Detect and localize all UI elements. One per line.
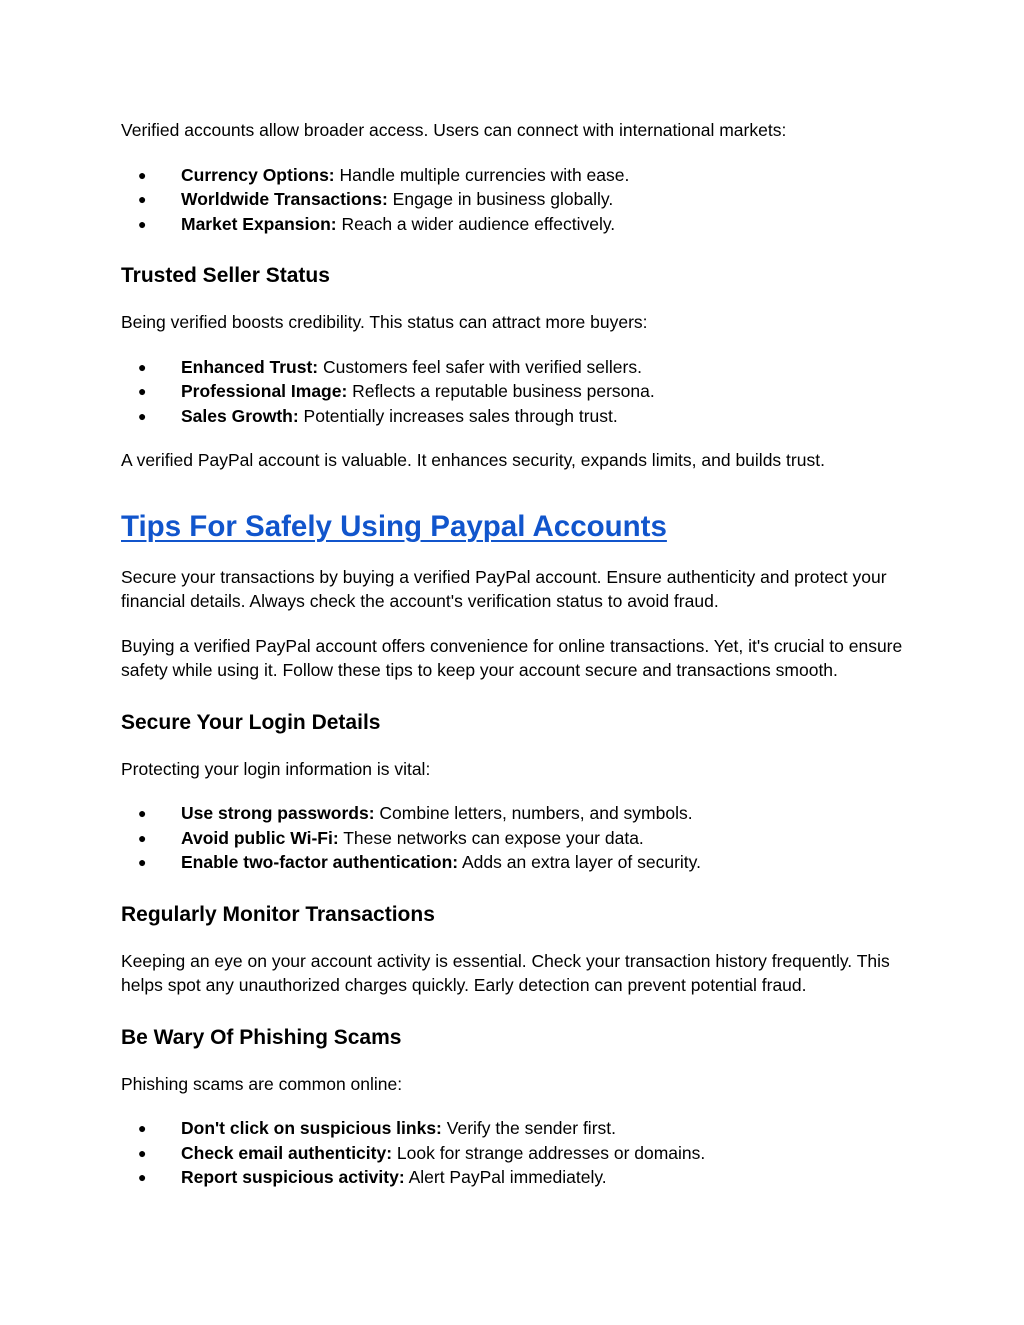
section-heading-tips xyxy=(121,509,904,545)
monitor-paragraph: Keeping an eye on your account activity is essential. Check your transaction history frequently. This helps spot any unauthorized charges quickly. Early detection can prevent potential fraud. xyxy=(121,950,890,995)
bullet-icon: ● xyxy=(138,1144,147,1161)
list-item xyxy=(121,1165,904,1190)
phishing-paragraph: Phishing scams are common online: xyxy=(121,1073,403,1094)
list-item-term: Avoid public Wi-Fi: xyxy=(181,827,339,848)
bullet-icon: ● xyxy=(138,191,147,207)
list-item-term: Use strong passwords: xyxy=(181,803,375,823)
list-item-desc: Reflects a reputable business persona. xyxy=(347,381,655,401)
section-heading-phishing: Be Wary Of Phishing Scams xyxy=(121,1025,402,1049)
list-item-term: Sales Growth: xyxy=(181,405,299,426)
list-item-desc: Adds an extra layer of security. xyxy=(458,852,701,872)
list-item xyxy=(121,1141,904,1166)
list-item xyxy=(121,379,904,404)
list-item xyxy=(121,212,904,237)
intro-paragraph: Verified accounts allow broader access. Users can connect with international markets: xyxy=(121,120,787,140)
trusted-features-list xyxy=(121,355,904,429)
bullet-icon: ● xyxy=(138,1120,147,1136)
list-item-desc: Potentially increases sales through trust. xyxy=(298,405,618,426)
list-item-term: Check email authenticity: xyxy=(181,1142,393,1163)
bullet-icon: ● xyxy=(138,407,147,424)
list-item-term: Market Expansion: xyxy=(181,213,337,234)
list-item xyxy=(121,850,904,875)
section-heading-trusted-seller: Trusted Seller Status xyxy=(121,264,330,287)
list-item-desc: These networks can expose your data. xyxy=(338,827,644,848)
list-item xyxy=(121,187,904,212)
list-item-term: Don't click on suspicious links: xyxy=(181,1118,442,1138)
list-item-term: Worldwide Transactions: xyxy=(181,189,388,209)
bullet-icon: ● xyxy=(138,215,147,232)
list-item xyxy=(121,1116,904,1141)
list-item-term: Currency Options: xyxy=(181,164,335,185)
section-heading-login: Secure Your Login Details xyxy=(121,710,381,734)
tips-paragraph-2: Buying a verified PayPal account offers convenience for online transactions. Yet, it's crucial to ensure safety while using it. Follow these tips to keep your account secure and transactions smooth. xyxy=(121,635,903,680)
list-item-term: Professional Image: xyxy=(181,381,348,401)
list-item-desc: Verify the sender first. xyxy=(441,1118,616,1138)
list-item-term: Enable two-factor authentication: xyxy=(181,852,459,872)
bullet-icon: ● xyxy=(138,358,147,375)
list-item-desc: Look for strange addresses or domains. xyxy=(392,1142,706,1163)
tips-paragraph-1: Secure your transactions by buying a verified PayPal account. Ensure authenticity and protect your financial details. Always check the account's verification status to avoid fraud. xyxy=(121,566,887,611)
list-item-desc: Combine letters, numbers, and symbols. xyxy=(374,803,693,823)
bullet-icon: ● xyxy=(138,829,147,846)
list-item xyxy=(121,801,904,826)
list-item-term: Enhanced Trust: xyxy=(181,356,319,377)
trusted-summary-paragraph: A verified PayPal account is valuable. It enhances security, expands limits, and builds trust. xyxy=(121,450,825,470)
list-item-desc: Alert PayPal immediately. xyxy=(404,1167,607,1187)
list-item xyxy=(121,355,904,380)
list-item-term: Report suspicious activity: xyxy=(181,1167,405,1187)
list-item xyxy=(121,163,904,188)
bullet-icon: ● xyxy=(138,166,147,183)
phishing-tips-list xyxy=(121,1116,904,1190)
list-item xyxy=(121,826,904,851)
login-tips-list xyxy=(121,801,904,875)
login-paragraph: Protecting your login information is vital: xyxy=(121,758,431,779)
list-item xyxy=(121,404,904,429)
list-item-desc: Handle multiple currencies with ease. xyxy=(334,164,630,185)
list-item-desc: Reach a wider audience effectively. xyxy=(336,213,616,234)
bullet-icon: ● xyxy=(138,1169,147,1185)
list-item-desc: Customers feel safer with verified sellers. xyxy=(318,356,642,377)
bullet-icon: ● xyxy=(138,805,147,821)
bullet-icon: ● xyxy=(138,383,147,399)
international-features-list xyxy=(121,163,904,237)
trusted-paragraph: Being verified boosts credibility. This status can attract more buyers: xyxy=(121,312,648,332)
tips-heading-link[interactable]: Tips For Safely Using Paypal Accounts xyxy=(121,509,667,543)
bullet-icon: ● xyxy=(138,854,147,870)
list-item-desc: Engage in business globally. xyxy=(387,189,614,209)
section-heading-monitor: Regularly Monitor Transactions xyxy=(121,902,435,926)
